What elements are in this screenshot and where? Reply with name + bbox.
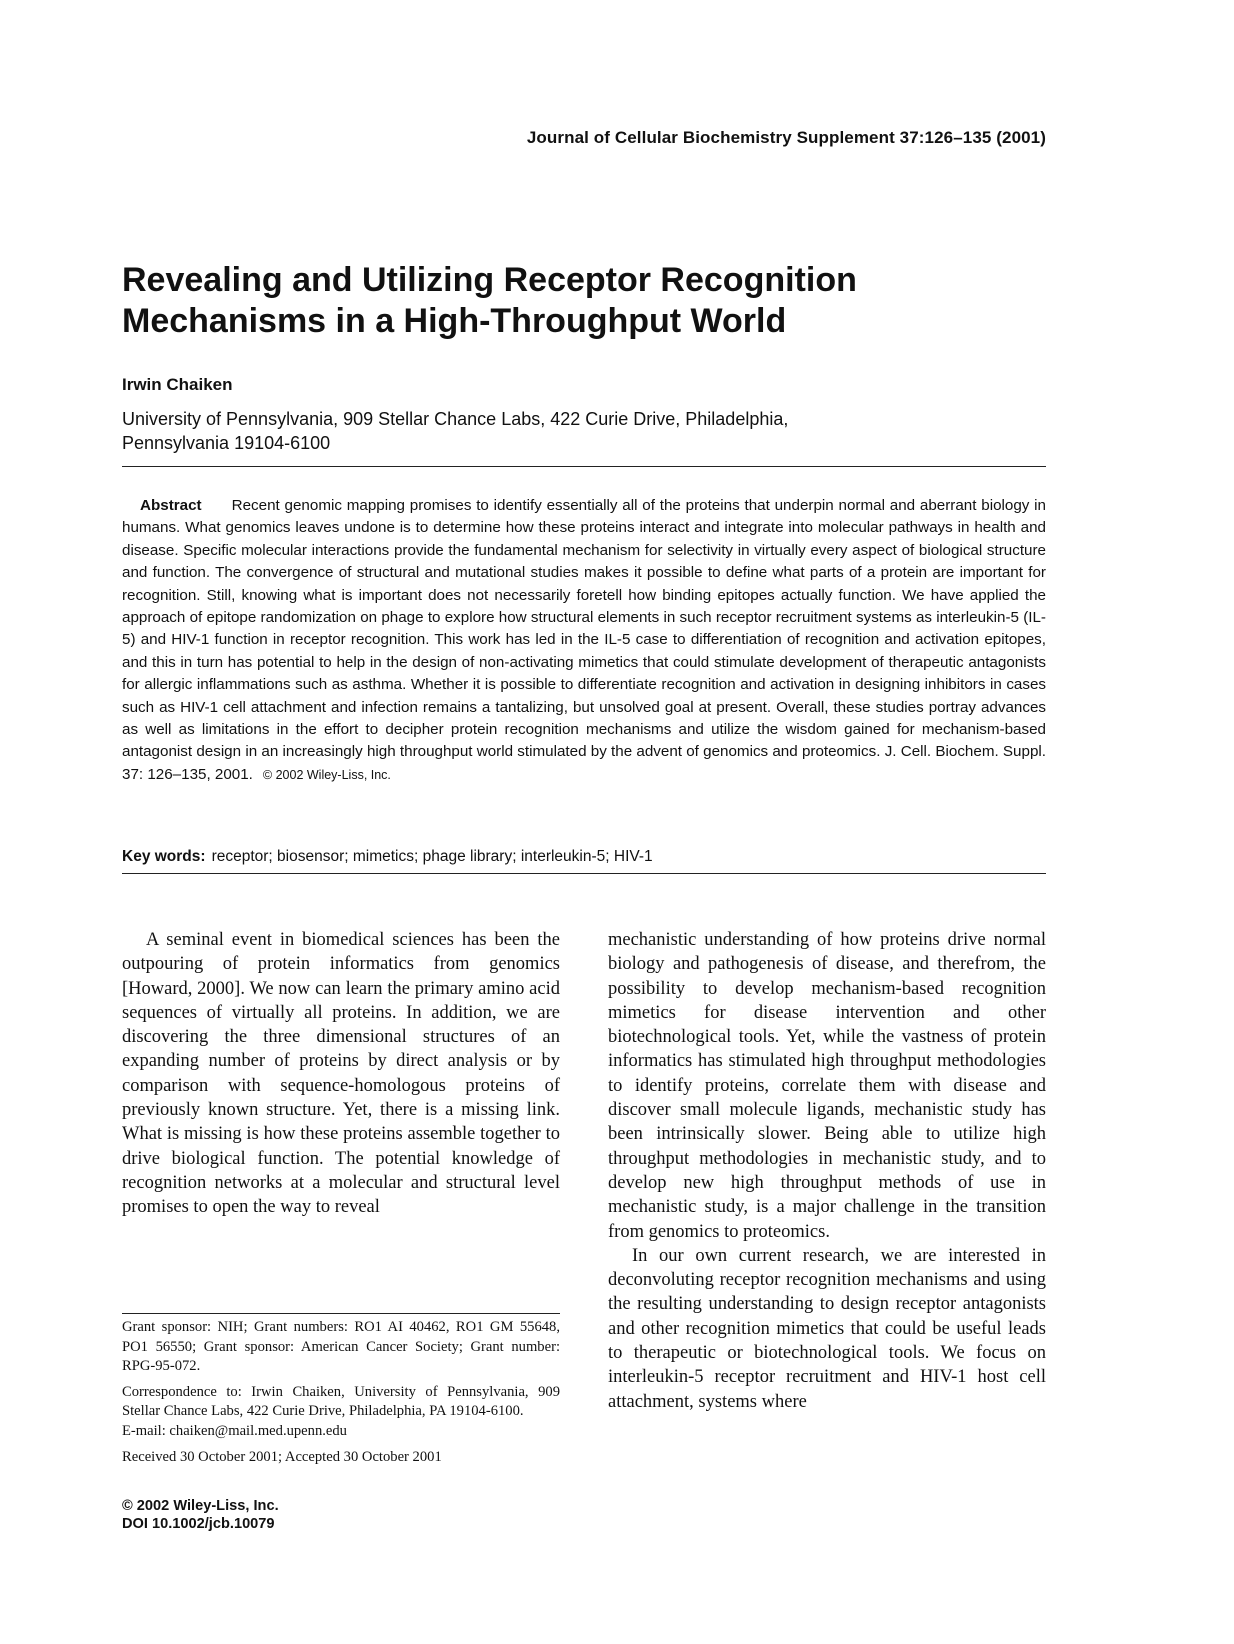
abstract-label: Abstract — [140, 497, 202, 514]
doi: DOI 10.1002/jcb.10079 — [122, 1516, 275, 1532]
body-paragraph: In our own current research, we are interested in deconvoluting receptor recognition mechanisms and using the resulting understanding to design receptor antagonists and other recognition mimetics that could be useful leads to therapeutic or biotechnological tools. We focus on interleukin-5 receptor recruitment and HIV-1 host cell attachment, systems where — [608, 1245, 1046, 1412]
abstract-copyright: © 2002 Wiley-Liss, Inc. — [262, 767, 391, 782]
footnote-grants: Grant sponsor: NIH; Grant numbers: RO1 AI 40462, RO1 GM 55648, PO1 56550; Grant sponsor: American Cancer Society; Grant number: RPG-95-072. — [122, 1319, 560, 1375]
author-affiliation: University of Pennsylvania, 909 Stellar Chance Labs, 422 Curie Drive, Philadelphia, Pennsylvania 19104-6100 — [122, 409, 789, 453]
body-paragraph: A seminal event in biomedical sciences has been the outpouring of protein informatics from genomics [Howard, 2000]. We now can learn the primary amino acid sequences of virtually all proteins. In addition, we are discovering the three dimensional structures of an expanding number of proteins by direct analysis or by comparison with sequence-homologous proteins of previously known structure. Yet, there is a missing link. What is missing is how these proteins assemble together to drive biological function. The potential knowledge of recognition networks at a molecular and structural level promises to open the way to reveal — [122, 930, 560, 1218]
body-divider — [122, 873, 1046, 874]
journal-header: Journal of Cellular Biochemistry Supplement 37:126–135 (2001) — [526, 128, 1046, 147]
footnote-received: Received 30 October 2001; Accepted 30 October 2001 — [122, 1448, 442, 1465]
body-column-right — [608, 928, 1046, 1414]
top-divider — [122, 466, 1046, 467]
abstract — [122, 495, 1046, 786]
body-paragraph: mechanistic understanding of how proteins drive normal biology and pathogenesis of disease, and therefrom, the possibility to develop mechanism-based recognition mimetics for disease intervention and other biotechnological tools. Yet, while the vastness of protein informatics has stimulated high throughput methodologies to identify proteins, correlate them with disease and discover small molecule ligands, mechanistic study has been intrinsically slower. Being able to utilize high throughput methodologies in mechanistic study, and to develop new high throughput methods of use in mechanistic study, is a major challenge in the transition from genomics to proteomics. — [608, 930, 1046, 1242]
keywords-text: receptor; biosensor; mimetics; phage library; interleukin-5; HIV-1 — [211, 848, 653, 865]
publisher-copyright: © 2002 Wiley-Liss, Inc. — [122, 1498, 279, 1514]
article-title: Revealing and Utilizing Receptor Recognition Mechanisms in a High-Throughput World — [122, 261, 857, 340]
footnotes — [122, 1318, 560, 1473]
footnote-correspondence: Correspondence to: Irwin Chaiken, University of Pennsylvania, 909 Stellar Chance Labs, 422 Curie Drive, Philadelphia, PA 19104-6100. — [122, 1383, 560, 1420]
author-name: Irwin Chaiken — [122, 375, 233, 394]
publication-info — [122, 1497, 279, 1533]
abstract-citation: J. Cell. Biochem. Suppl. 37: 126–135, 2001. — [122, 743, 1046, 783]
footnote-email[interactable]: E-mail: chaiken@mail.med.upenn.edu — [122, 1422, 347, 1439]
keywords-label: Key words: — [122, 848, 206, 865]
keywords — [122, 848, 1046, 866]
body-column-left — [122, 928, 560, 1220]
footnote-divider — [122, 1313, 560, 1314]
abstract-text: Recent genomic mapping promises to identify essentially all of the proteins that underpin normal and aberrant biology in humans. What genomics leaves undone is to determine how these proteins interact and integrate into molecular pathways in health and disease. Specific molecular interactions provide the fundamental mechanism for selectivity in virtually every aspect of biological structure and function. The convergence of structural and mutational studies makes it possible to define what parts of a protein are important for recognition. Still, knowing what is important does not necessarily foretell how binding epitopes actually function. We have applied the approach of epitope randomization on phage to explore how structural elements in such receptor recruitment systems as interleukin-5 (IL-5) and HIV-1 function in receptor recognition. This work has led in the IL-5 case to differentiation of recognition and activation epitopes, and this in turn has potential to help in the design of non-activating mimetics that could stimulate development of therapeutic antagonists for allergic inflammations such as asthma. Whether it is possible to differentiate recognition and activation in designing inhibitors in cases such as HIV-1 cell attachment and infection remains a tantalizing, but unsolved goal at present. Overall, these studies portray advances as well as limitations in the effort to decipher protein recognition mechanisms and utilize the wisdom gained for mechanism-based antagonist design in an increasingly high throughput world stimulated by the advent of genomics and proteomics. — [122, 497, 1046, 761]
